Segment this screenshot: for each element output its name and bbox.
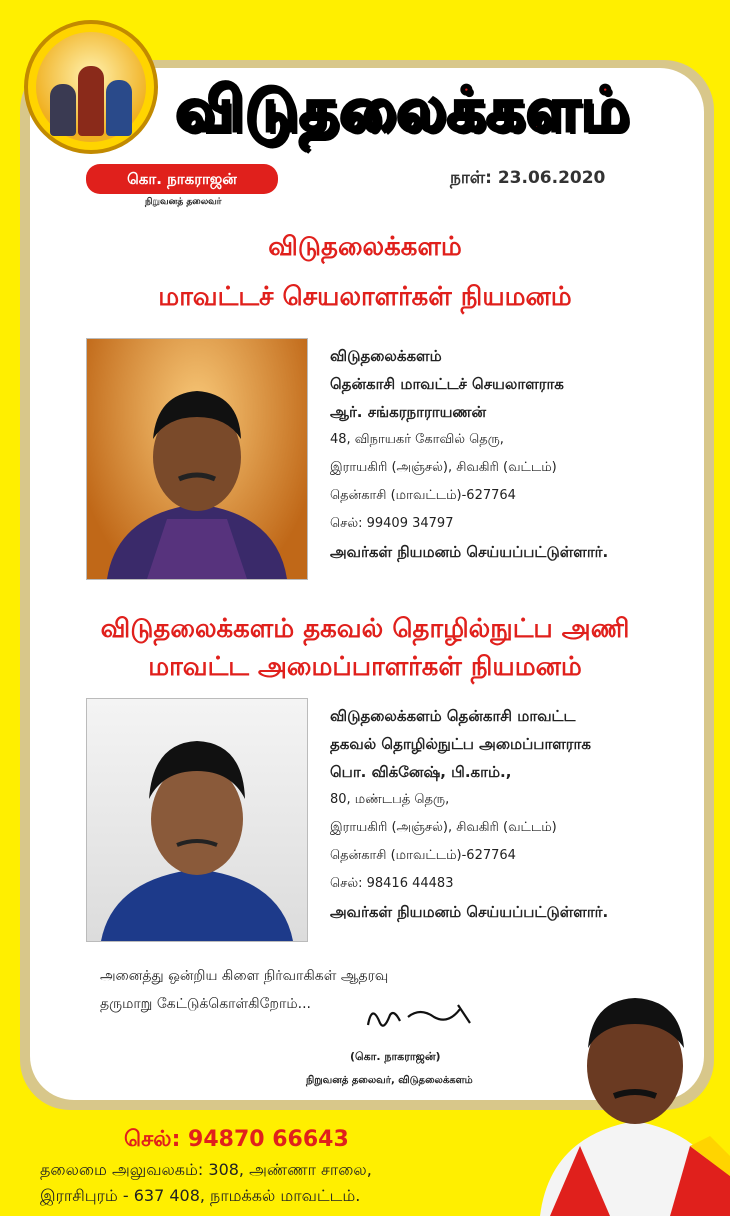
appointee2-name: பொ. விக்னேஷ், பி.காம்., <box>330 763 512 781</box>
support-request-line2: தருமாறு கேட்டுக்கொள்கிறோம்... <box>100 996 311 1012</box>
appointee2-org: விடுதலைக்களம் தென்காசி மாவட்ட <box>330 707 576 725</box>
poster-panel <box>30 68 704 1100</box>
office-address-line2: இராசிபுரம் - 637 408, நாமக்கல் மாவட்டம். <box>40 1186 361 1205</box>
appointee2-phone: செல்: 98416 44483 <box>330 876 454 891</box>
notice-date: நாள்: 23.06.2020 <box>450 168 606 188</box>
support-request-line1: அனைத்து ஒன்றிய கிளை நிர்வாகிகள் ஆதரவு <box>100 968 389 984</box>
appointee1-closing: அவர்கள் நியமனம் செய்யப்பட்டுள்ளார். <box>330 543 609 561</box>
brand-title: விடுதலைக்களம் <box>175 75 631 145</box>
section2-heading-line2: மாவட்ட அமைப்பாளர்கள் நியமனம் <box>148 652 582 682</box>
appointee1-photo <box>86 338 308 580</box>
appointee2-role: தகவல் தொழில்நுட்ப அமைப்பாளராக <box>330 735 591 753</box>
appointee1-role: தென்காசி மாவட்டச் செயலாளராக <box>330 375 564 393</box>
signatory-title: நிறுவனத் தலைவர், விடுதலைக்களம் <box>306 1075 473 1086</box>
appointee2-details <box>330 702 608 926</box>
office-phone: செல்: 94870 66643 <box>124 1127 349 1152</box>
appointee2-photo <box>86 698 308 942</box>
appointee1-name: ஆர். சங்கரநாராயணன் <box>330 403 487 421</box>
appointee2-closing: அவர்கள் நியமனம் செய்யப்பட்டுள்ளார். <box>330 903 609 921</box>
appointee1-org: விடுதலைக்களம் <box>330 347 442 365</box>
founder-photo <box>540 986 730 1216</box>
section1-heading-line1: விடுதலைக்களம் <box>268 232 462 262</box>
office-address-line1: தலைமை அலுவலகம்: 308, அண்ணா சாலை, <box>40 1160 372 1179</box>
appointee1-phone: செல்: 99409 34797 <box>330 516 454 531</box>
founder-title: நிறுவனத் தலைவர் <box>145 197 222 207</box>
appointee1-district: தென்காசி (மாவட்டம்)-627764 <box>330 488 516 503</box>
section2-heading-line1: விடுதலைக்களம் தகவல் தொழில்நுட்ப அணி <box>100 614 630 644</box>
support-request <box>100 962 388 1018</box>
appointee2-street: 80, மண்டபத் தெரு, <box>330 792 450 807</box>
warrior-logo-icon <box>24 20 158 154</box>
signature-icon <box>360 995 480 1040</box>
appointee1-post: இராயகிரி (அஞ்சல்), சிவகிரி (வட்டம்) <box>330 460 557 475</box>
appointee2-post: இராயகிரி (அஞ்சல்), சிவகிரி (வட்டம்) <box>330 820 557 835</box>
signatory-name: (கொ. நாகராஜன்) <box>350 1050 441 1063</box>
appointee2-district: தென்காசி (மாவட்டம்)-627764 <box>330 848 516 863</box>
appointee1-details <box>330 342 608 566</box>
appointee1-street: 48, விநாயகர் கோவில் தெரு, <box>330 432 504 447</box>
section1-heading-line2: மாவட்டச் செயலாளர்கள் நியமனம் <box>158 282 572 312</box>
founder-name-badge: கொ. நாகராஜன் <box>86 164 278 194</box>
